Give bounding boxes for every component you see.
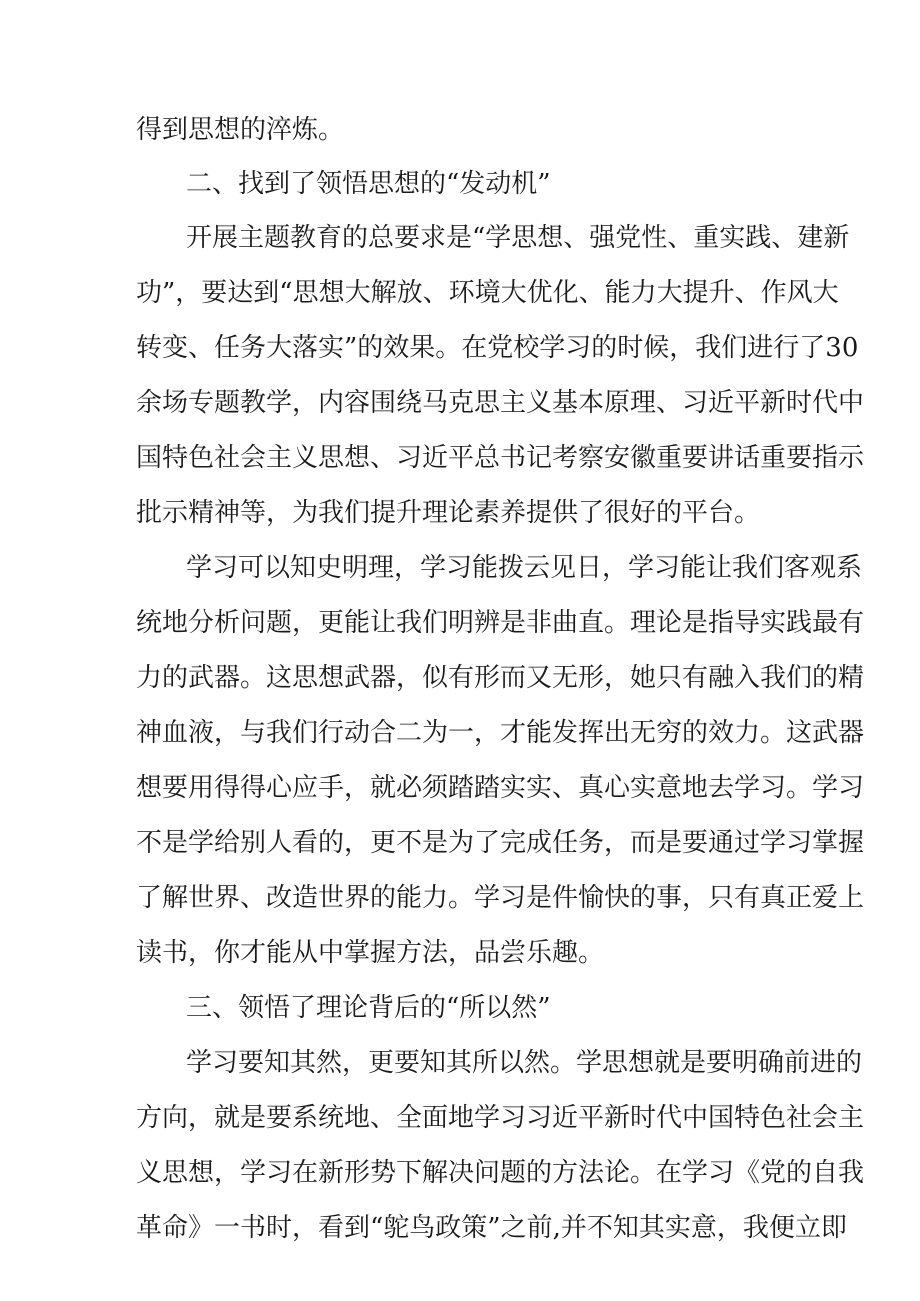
paragraph-line: 余场专题教学，内容围绕马克思主义基本原理、习近平新时代中 [136,388,865,418]
paragraph-line: 想要用得得心应手，就必须踏踏实实、真心实意地去学习。学习 [136,773,865,803]
paragraph-line: 学习可以知史明理，学习能拨云见日，学习能让我们客观系 [186,553,863,583]
paragraph-line: 批示精神等，为我们提升理论素养提供了很好的平台。 [136,498,761,528]
paragraph-line: 转变、任务大落实”的效果。在党校学习的时候，我们进行了30 [136,333,859,363]
paragraph-continuation-line: 得到思想的淬炼。 [136,115,345,145]
paragraph-line: 学习要知其然，更要知其所以然。学思想就是要明确前进的 [186,1048,863,1078]
paragraph-line: 不是学给别人看的，更不是为了完成任务，而是要通过学习掌握 [136,828,865,858]
paragraph-line: 读书，你才能从中掌握方法，品尝乐趣。 [136,938,605,968]
paragraph-line: 国特色社会主义思想、习近平总书记考察安徽重要讲话重要指示 [136,443,865,473]
paragraph-line: 了解世界、改造世界的能力。学习是件愉快的事，只有真正爱上 [136,883,865,913]
paragraph-line: 功”，要达到“思想大解放、环境大优化、能力大提升、作风大 [136,278,839,308]
section-heading-3: 三、领悟了理论背后的“所以然” [186,993,551,1023]
paragraph-line: 统地分析问题，更能让我们明辨是非曲直。理论是指导实践最有 [136,608,865,638]
paragraph-line: 开展主题教育的总要求是“学思想、强党性、重实践、建新 [186,223,850,253]
paragraph-line: 革命》一书时，看到“鸵鸟政策”之前,并不知其实意，我便立即 [136,1213,847,1243]
paragraph-line: 义思想，学习在新形势下解决问题的方法论。在学习《党的自我 [136,1158,865,1188]
paragraph-line: 方向，就是要系统地、全面地学习习近平新时代中国特色社会主 [136,1103,865,1133]
paragraph-line: 力的武器。这思想武器，似有形而又无形，她只有融入我们的精 [136,663,865,693]
paragraph-line: 神血液，与我们行动合二为一，才能发挥出无穷的效力。这武器 [136,718,865,748]
section-heading-2: 二、找到了领悟思想的“发动机” [186,169,551,199]
